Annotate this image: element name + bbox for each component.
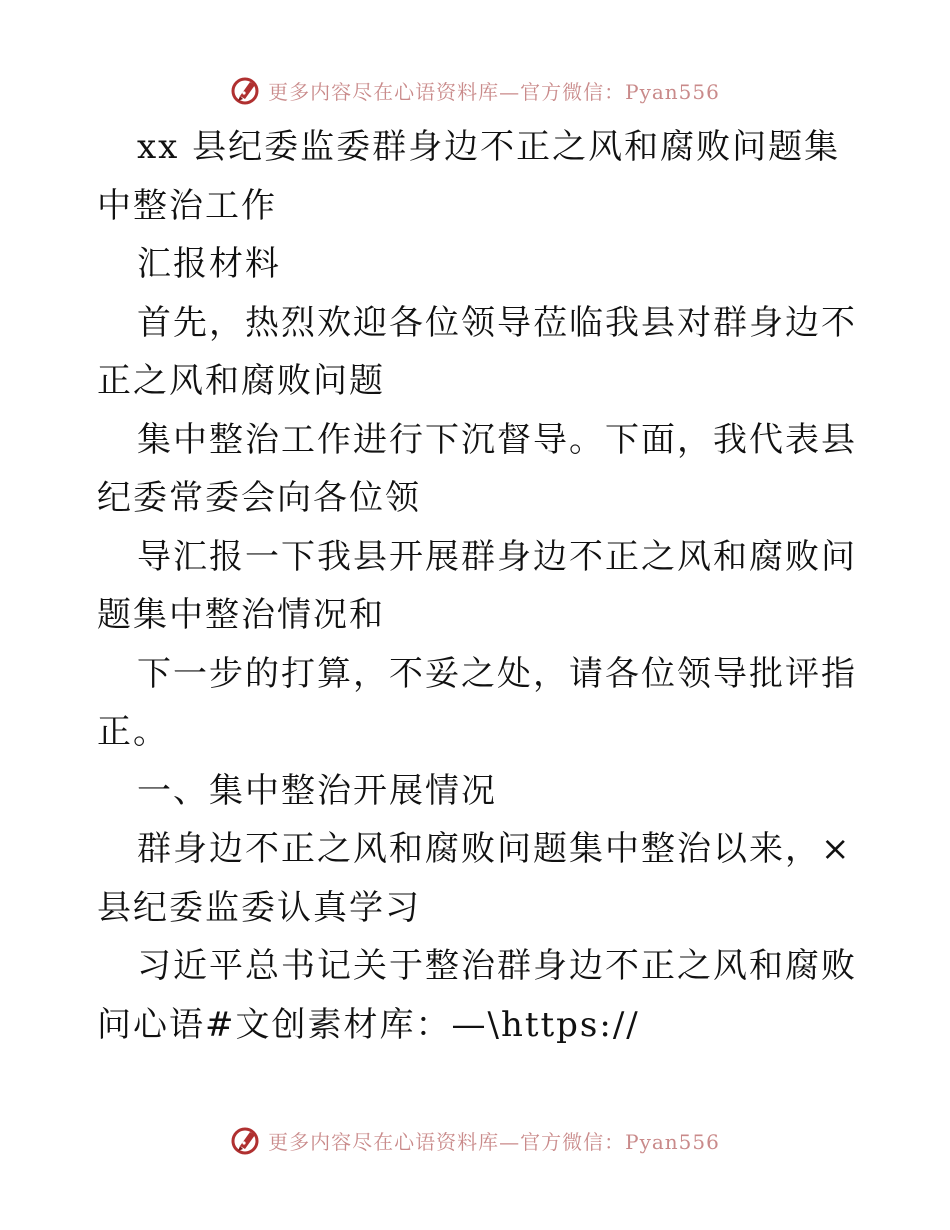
pen-logo-icon: [230, 1124, 262, 1156]
title-paragraph: xx 县纪委监委群身边不正之风和腐败问题集中整治工作: [97, 127, 841, 226]
header-watermark-text: 更多内容尽在心语资料库—官方微信：Pyan556: [268, 79, 720, 104]
footer-watermark: [0, 1120, 950, 1160]
pen-logo-icon: [230, 74, 262, 106]
body-paragraph: 导汇报一下我县开展群身边不正之风和腐败问题集中整治情况和: [97, 536, 857, 635]
header-watermark: [0, 70, 950, 110]
body-paragraph: 群身边不正之风和腐败问题集中整治以来，×县纪委监委认真学习: [97, 829, 852, 928]
document-body: [97, 118, 857, 1054]
body-paragraph: 集中整治工作进行下沉督导。下面，我代表县纪委常委会向各位领: [97, 419, 857, 518]
footer-watermark-text: 更多内容尽在心语资料库—官方微信：Pyan556: [268, 1129, 720, 1154]
body-paragraph: 习近平总书记关于整治群身边不正之风和腐败问心语#文创素材库：—\https://: [97, 946, 857, 1045]
body-paragraph: 下一步的打算，不妥之处，请各位领导批评指正。: [97, 653, 857, 752]
subtitle-paragraph: 汇报材料: [137, 244, 281, 284]
section-heading: 一、集中整治开展情况: [137, 770, 497, 811]
body-paragraph: 首先，热烈欢迎各位领导莅临我县对群身边不正之风和腐败问题: [97, 302, 857, 401]
